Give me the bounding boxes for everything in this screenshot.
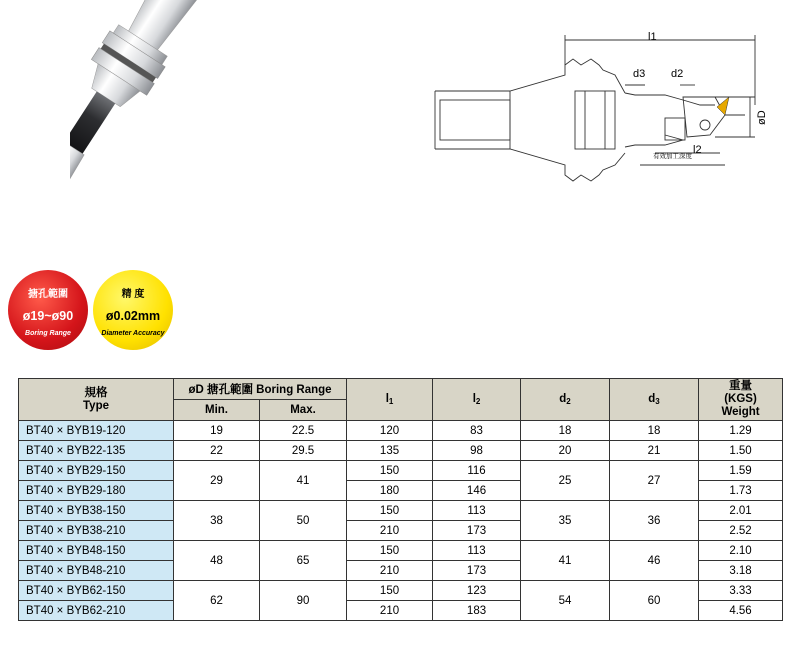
- cell-l1: 150: [347, 461, 433, 481]
- accuracy-badge: [93, 270, 173, 350]
- table-row: [19, 541, 783, 561]
- cell-d3: 36: [610, 501, 699, 541]
- cell-type: BT40 × BYB22-135: [19, 441, 174, 461]
- cell-d3: 18: [610, 421, 699, 441]
- header-max: Max.: [260, 400, 347, 421]
- cell-d3: 27: [610, 461, 699, 501]
- cell-weight: 2.52: [699, 521, 783, 541]
- dim-d3: d3: [633, 68, 646, 80]
- header-d2: $d_2$: [521, 379, 610, 421]
- badge-acc-sub: Diameter Accuracy: [101, 330, 165, 337]
- cell-weight: 2.10: [699, 541, 783, 561]
- cell-type: BT40 × BYB62-210: [19, 601, 174, 621]
- cell-d2: 25: [521, 461, 610, 501]
- header-weight-cn: 重量: [729, 380, 753, 392]
- cell-weight: 1.29: [699, 421, 783, 441]
- spec-table: [18, 378, 783, 621]
- cell-d3: 60: [610, 581, 699, 621]
- header-l2: $l_2$: [433, 379, 521, 421]
- cell-d3: 21: [610, 441, 699, 461]
- badge-acc-caption: 精 度: [121, 289, 145, 300]
- dim-l1: l1: [648, 31, 657, 43]
- cell-l2: 113: [433, 541, 521, 561]
- cell-l1: 210: [347, 561, 433, 581]
- cell-max: 22.5: [260, 421, 347, 441]
- cell-min: 29: [174, 461, 260, 501]
- cell-l2: 146: [433, 481, 521, 501]
- cell-l2: 98: [433, 441, 521, 461]
- cell-type: BT40 × BYB29-180: [19, 481, 174, 501]
- cell-max: 90: [260, 581, 347, 621]
- cell-weight: 3.33: [699, 581, 783, 601]
- cell-l1: 120: [347, 421, 433, 441]
- cell-weight: 1.50: [699, 441, 783, 461]
- cell-l1: 150: [347, 501, 433, 521]
- badge-acc-value: ø0.02mm: [105, 309, 161, 323]
- cell-weight: 1.73: [699, 481, 783, 501]
- cell-min: 19: [174, 421, 260, 441]
- cell-l1: 210: [347, 521, 433, 541]
- product-photo: [70, 0, 390, 250]
- cell-weight: 3.18: [699, 561, 783, 581]
- cell-max: 41: [260, 461, 347, 501]
- cell-l1: 150: [347, 581, 433, 601]
- header-type-en: Type: [83, 399, 109, 412]
- cell-l1: 210: [347, 601, 433, 621]
- table-row: [19, 441, 783, 461]
- cell-l1: 180: [347, 481, 433, 501]
- header-boring-range: øD 搪孔範圍 Boring Range: [174, 379, 347, 400]
- cell-l2: 173: [433, 561, 521, 581]
- cell-l2: 183: [433, 601, 521, 621]
- cell-d2: 35: [521, 501, 610, 541]
- cell-type: BT40 × BYB29-150: [19, 461, 174, 481]
- cell-min: 62: [174, 581, 260, 621]
- badge-range-sub: Boring Range: [25, 330, 71, 337]
- cell-l2: 83: [433, 421, 521, 441]
- dim-d2: d2: [671, 68, 684, 80]
- depth-label: 有效加工深度: [653, 153, 692, 160]
- cell-d2: 20: [521, 441, 610, 461]
- cell-min: 48: [174, 541, 260, 581]
- badge-range-value: ø19~ø90: [22, 309, 74, 323]
- cell-l2: 173: [433, 521, 521, 541]
- header-weight-unit: (KGS): [724, 393, 757, 405]
- cell-l2: 116: [433, 461, 521, 481]
- cell-type: BT40 × BYB62-150: [19, 581, 174, 601]
- cell-type: BT40 × BYB48-150: [19, 541, 174, 561]
- cell-max: 65: [260, 541, 347, 581]
- dim-l2: l2: [693, 144, 702, 156]
- header-type-cn: 規格: [84, 386, 108, 399]
- cell-max: 50: [260, 501, 347, 541]
- header-d3: $d_3$: [610, 379, 699, 421]
- cell-type: BT40 × BYB38-150: [19, 501, 174, 521]
- cell-d3: 46: [610, 541, 699, 581]
- header-weight: [699, 379, 783, 421]
- cell-weight: 1.59: [699, 461, 783, 481]
- cell-d2: 18: [521, 421, 610, 441]
- cell-weight: 2.01: [699, 501, 783, 521]
- cell-min: 22: [174, 441, 260, 461]
- cell-d2: 41: [521, 541, 610, 581]
- cell-type: BT40 × BYB38-210: [19, 521, 174, 541]
- header-min: Min.: [174, 400, 260, 421]
- cell-type: BT40 × BYB19-120: [19, 421, 174, 441]
- table-row: [19, 461, 783, 481]
- table-row: [19, 581, 783, 601]
- cell-min: 38: [174, 501, 260, 541]
- table-row: [19, 421, 783, 441]
- cell-max: 29.5: [260, 441, 347, 461]
- header-type: [19, 379, 174, 421]
- cell-l1: 150: [347, 541, 433, 561]
- badge-range-caption: 搪孔範圍: [28, 289, 68, 300]
- cell-l2: 113: [433, 501, 521, 521]
- header-l1: $l_1$: [347, 379, 433, 421]
- cell-type: BT40 × BYB48-210: [19, 561, 174, 581]
- cell-l1: 135: [347, 441, 433, 461]
- cell-d2: 54: [521, 581, 610, 621]
- cell-l2: 123: [433, 581, 521, 601]
- dim-oD: øD: [756, 110, 768, 125]
- table-row: [19, 501, 783, 521]
- technical-drawing: [425, 25, 775, 215]
- header-weight-en: Weight: [721, 406, 760, 418]
- boring-range-badge: [8, 270, 88, 350]
- cell-weight: 4.56: [699, 601, 783, 621]
